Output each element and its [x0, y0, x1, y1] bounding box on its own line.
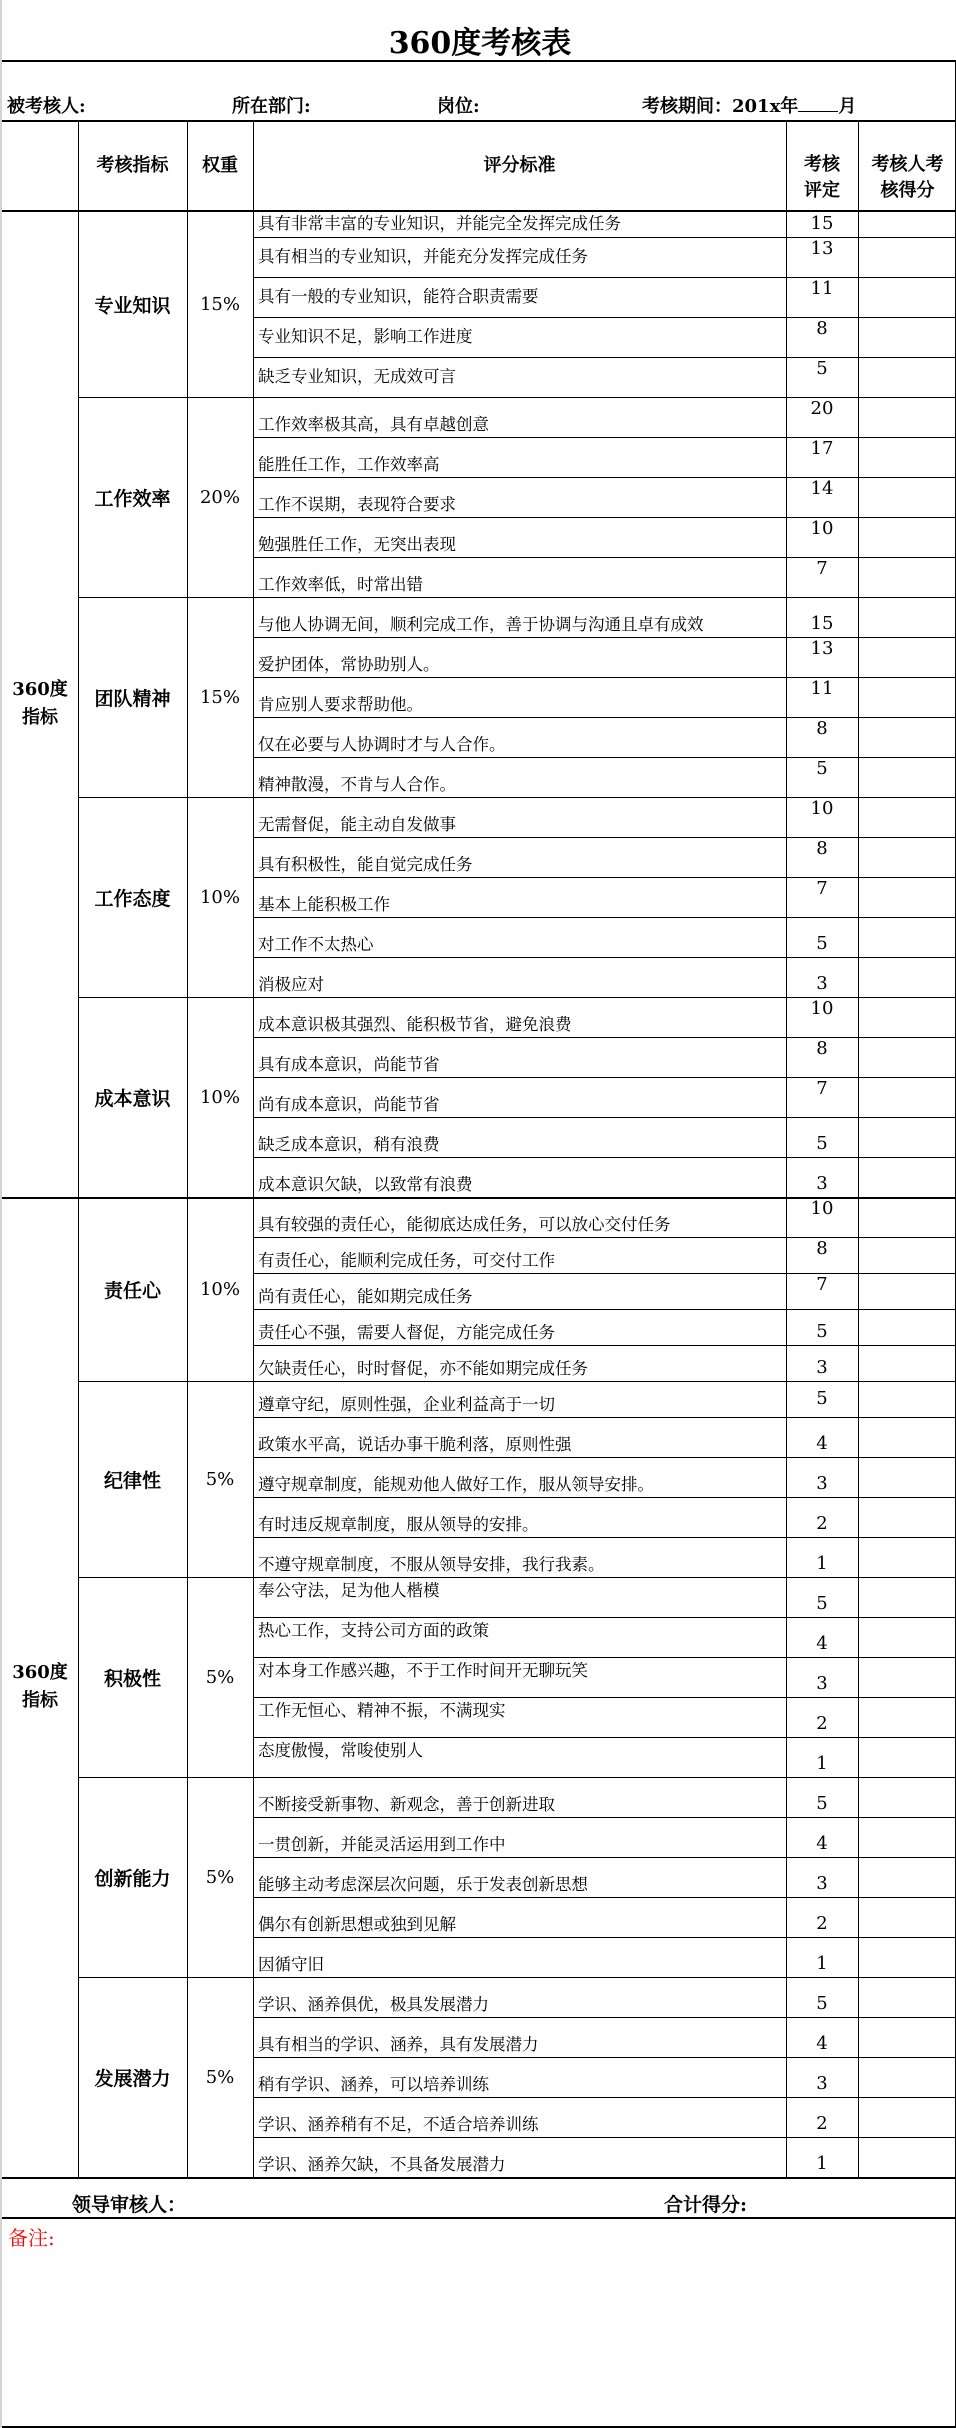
rating-value: 5	[816, 1133, 828, 1154]
rating-value: 1	[816, 2153, 828, 2174]
category-name: 工作效率	[94, 487, 171, 510]
evaluator-score-input[interactable]	[859, 718, 956, 756]
group-label-line1: 360度	[12, 1662, 68, 1683]
rating-value: 5	[816, 1993, 828, 2014]
evaluator-score-input[interactable]	[859, 638, 956, 676]
category-weight: 15%	[199, 293, 240, 315]
criteria-text: 基本上能积极工作	[258, 895, 390, 914]
evaluator-score-input[interactable]	[859, 1346, 956, 1380]
evaluator-score-input[interactable]	[859, 958, 956, 996]
evaluator-score-input[interactable]	[859, 358, 956, 396]
rating-value: 5	[816, 1321, 828, 1342]
rating-value: 2	[816, 1913, 828, 1934]
rating-value: 4	[816, 2033, 828, 2054]
rating-value: 10	[810, 518, 834, 539]
category-name: 创新能力	[94, 1867, 171, 1890]
header-indicator: 考核指标	[96, 154, 169, 176]
evaluator-score-input[interactable]	[859, 238, 956, 276]
criteria-text: 稍有学识、涵养，可以培养训练	[258, 2075, 489, 2094]
criteria-text: 偶尔有创新思想或独到见解	[258, 1915, 456, 1934]
rating-value: 8	[816, 1238, 828, 1259]
evaluator-score-input[interactable]	[859, 558, 956, 596]
evaluatee-label: 被考核人:	[7, 96, 86, 117]
criteria-text: 具有较强的责任心，能彻底达成任务，可以放心交付任务	[258, 1215, 671, 1234]
evaluator-score-input[interactable]	[859, 1578, 956, 1616]
evaluator-score-input[interactable]	[859, 1618, 956, 1656]
form-title: 360度考核表	[388, 26, 572, 61]
rating-value: 2	[816, 1713, 828, 1734]
category-name: 纪律性	[103, 1469, 161, 1492]
evaluator-score-input[interactable]	[859, 1698, 956, 1736]
total-score-label: 合计得分:	[664, 2194, 748, 2216]
evaluator-score-input[interactable]	[859, 1978, 956, 2016]
rating-value: 5	[816, 933, 828, 954]
position-label: 岗位:	[437, 96, 480, 117]
evaluator-score-input[interactable]	[859, 1658, 956, 1696]
evaluator-score-input[interactable]	[859, 1898, 956, 1936]
criteria-text: 一贯创新，并能灵活运用到工作中	[258, 1835, 506, 1854]
header-rating	[786, 145, 858, 211]
rating-value: 5	[816, 358, 828, 379]
rating-value: 3	[816, 1357, 828, 1378]
rating-value: 10	[810, 998, 834, 1019]
evaluator-score-input[interactable]	[859, 1778, 956, 1816]
category-weight: 10%	[199, 1278, 240, 1300]
criteria-text: 爱护团体，常协助别人。	[258, 655, 440, 674]
criteria-text: 态度傲慢，常唆使别人	[258, 1741, 423, 1760]
criteria-text: 有责任心，能顺利完成任务，可交付工作	[258, 1251, 555, 1270]
evaluator-score-input[interactable]	[859, 838, 956, 876]
evaluator-score-input[interactable]	[859, 1858, 956, 1896]
criteria-text: 与他人协调无间，顺利完成工作，善于协调与沟通且卓有成效	[258, 615, 704, 634]
evaluator-score-input[interactable]	[859, 758, 956, 796]
rating-value: 13	[810, 638, 834, 659]
criteria-text: 能够主动考虑深层次问题，乐于发表创新思想	[258, 1875, 588, 1894]
rating-value: 7	[816, 878, 828, 899]
rating-value: 2	[816, 1513, 828, 1534]
evaluator-score-input[interactable]	[859, 1078, 956, 1116]
group-label-line2: 指标	[22, 1690, 58, 1711]
rating-value: 5	[816, 1388, 828, 1409]
rating-value: 8	[816, 1038, 828, 1059]
criteria-text: 肯应别人要求帮助他。	[258, 695, 423, 714]
evaluator-score-input[interactable]	[859, 1310, 956, 1344]
evaluator-score-input[interactable]	[859, 1818, 956, 1856]
criteria-text: 成本意识欠缺，以致常有浪费	[258, 1175, 473, 1194]
rating-value: 1	[816, 1953, 828, 1974]
category-weight: 5%	[205, 1666, 235, 1688]
table-bottom-border	[2, 2177, 956, 2179]
evaluator-score-input[interactable]	[859, 1118, 956, 1156]
criteria-text: 有时违反规章制度，服从领导的安排。	[258, 1515, 539, 1534]
criteria-text: 勉强胜任工作，无突出表现	[258, 535, 456, 554]
criteria-text: 具有相当的专业知识，并能充分发挥完成任务	[258, 247, 588, 266]
rating-value: 10	[810, 798, 834, 819]
evaluator-score-input[interactable]	[859, 1238, 956, 1272]
criteria-text: 缺乏成本意识，稍有浪费	[258, 1135, 440, 1154]
department-label: 所在部门:	[232, 96, 311, 117]
rating-value: 3	[816, 1173, 828, 1194]
rating-value: 3	[816, 2073, 828, 2094]
evaluator-score-input[interactable]	[859, 438, 956, 476]
header-evaluator-score	[858, 145, 956, 211]
criteria-text: 学识、涵养欠缺，不具备发展潜力	[258, 2155, 506, 2174]
criteria-text: 尚有成本意识，尚能节省	[258, 1095, 440, 1114]
category-name: 发展潜力	[94, 2067, 171, 2090]
rating-value: 5	[816, 1793, 828, 1814]
criteria-text: 具有非常丰富的专业知识，并能完全发挥完成任务	[258, 214, 621, 233]
rating-value: 2	[816, 2113, 828, 2134]
evaluator-score-input[interactable]	[859, 1458, 956, 1496]
evaluator-score-input[interactable]	[859, 1498, 956, 1536]
rating-value: 7	[816, 1078, 828, 1099]
criteria-text: 具有一般的专业知识，能符合职责需要	[258, 287, 539, 306]
criteria-text: 欠缺责任心，时时督促，亦不能如期完成任务	[258, 1359, 588, 1378]
header-weight: 权重	[202, 154, 238, 176]
criteria-text: 对工作不太热心	[258, 935, 374, 954]
criteria-text: 能胜任工作，工作效率高	[258, 455, 440, 474]
criteria-text: 缺乏专业知识，无成效可言	[258, 367, 456, 386]
evaluator-score-input[interactable]	[859, 1038, 956, 1076]
group-label-line1: 360度	[12, 679, 68, 700]
evaluator-score-input[interactable]	[859, 318, 956, 356]
header-rating-line1: 考核	[804, 154, 840, 175]
rating-value: 14	[810, 478, 834, 499]
rating-value: 3	[816, 973, 828, 994]
criteria-text: 热心工作，支持公司方面的政策	[258, 1621, 489, 1640]
criteria-text: 不断接受新事物、新观念，善于创新进取	[258, 1795, 555, 1814]
evaluator-score-input[interactable]	[859, 1538, 956, 1576]
criteria-text: 责任心不强，需要人督促，方能完成任务	[258, 1323, 555, 1342]
evaluator-score-input[interactable]	[859, 2058, 956, 2096]
criteria-text: 工作不误期，表现符合要求	[258, 495, 456, 514]
leader-reviewer-label: 领导审核人：	[72, 2194, 187, 2216]
rating-value: 3	[816, 1673, 828, 1694]
category-name: 积极性	[103, 1667, 161, 1690]
rating-value: 11	[810, 678, 834, 699]
category-weight: 10%	[199, 1086, 240, 1108]
rating-value: 4	[816, 1433, 828, 1454]
criteria-text: 具有成本意识，尚能节省	[258, 1055, 440, 1074]
criteria-text: 政策水平高，说话办事干脆利落，原则性强	[258, 1435, 572, 1454]
evaluator-score-input[interactable]	[859, 212, 956, 236]
evaluator-score-input[interactable]	[859, 598, 956, 636]
rating-value: 1	[816, 1753, 828, 1774]
category-name: 工作态度	[94, 887, 171, 910]
rating-value: 8	[816, 718, 828, 739]
criteria-text: 不遵守规章制度，不服从领导安排，我行我素。	[258, 1555, 605, 1574]
group-label-360	[2, 1197, 78, 2177]
evaluator-score-input[interactable]	[859, 1738, 956, 1776]
evaluator-score-input[interactable]	[859, 2138, 956, 2176]
criteria-text: 学识、涵养俱优，极具发展潜力	[258, 1995, 489, 2014]
criteria-text: 专业知识不足，影响工作进度	[258, 327, 473, 346]
criteria-text: 消极应对	[258, 975, 324, 994]
rating-value: 3	[816, 1873, 828, 1894]
criteria-text: 因循守旧	[258, 1955, 324, 1974]
evaluator-score-input[interactable]	[859, 1158, 956, 1196]
criteria-text: 无需督促，能主动自发做事	[258, 815, 456, 834]
evaluator-score-input[interactable]	[859, 1198, 956, 1236]
evaluator-score-input[interactable]	[859, 1274, 956, 1308]
rating-value: 15	[810, 613, 834, 634]
evaluator-score-input[interactable]	[859, 1938, 956, 1976]
rating-value: 10	[810, 1198, 834, 1219]
period-month: 月	[838, 96, 857, 117]
evaluator-score-input[interactable]	[859, 998, 956, 1036]
rating-value: 8	[816, 318, 828, 339]
assessment-period	[642, 92, 856, 118]
rating-value: 5	[816, 1593, 828, 1614]
criteria-text: 遵守规章制度，能规劝他人做好工作，服从领导安排。	[258, 1475, 654, 1494]
evaluator-score-input[interactable]	[859, 518, 956, 556]
rating-value: 7	[816, 1274, 828, 1295]
criteria-text: 遵章守纪，原则性强，企业利益高于一切	[258, 1395, 555, 1414]
criteria-text: 工作效率低，时常出错	[258, 575, 423, 594]
rating-value: 4	[816, 1833, 828, 1854]
header-criteria: 评分标准	[483, 154, 556, 176]
remarks-area[interactable]	[2, 2219, 955, 2426]
category-weight: 10%	[199, 886, 240, 908]
evaluator-score-input[interactable]	[859, 478, 956, 516]
rating-value: 3	[816, 1473, 828, 1494]
rating-value: 20	[810, 398, 834, 419]
criteria-text: 学识、涵养稍有不足，不适合培养训练	[258, 2115, 539, 2134]
criteria-text: 精神散漫，不肯与人合作。	[258, 775, 456, 794]
criteria-text: 具有相当的学识、涵养，具有发展潜力	[258, 2035, 539, 2054]
rating-value: 1	[816, 1553, 828, 1574]
criteria-text: 工作无恒心、精神不振，不满现实	[258, 1701, 506, 1720]
category-weight: 5%	[205, 1468, 235, 1490]
remarks-label: 备注:	[8, 2226, 55, 2250]
category-weight: 20%	[199, 486, 240, 508]
evaluator-score-input[interactable]	[859, 2098, 956, 2136]
rating-value: 17	[810, 438, 834, 459]
evaluator-score-input[interactable]	[859, 678, 956, 716]
criteria-text: 仅在必要与人协调时才与人合作。	[258, 735, 506, 754]
category-weight: 5%	[205, 1866, 235, 1888]
category-name: 专业知识	[94, 294, 171, 317]
criteria-text: 工作效率极其高，具有卓越创意	[258, 415, 489, 434]
rating-value: 5	[816, 758, 828, 779]
rating-value: 8	[816, 838, 828, 859]
evaluator-score-input[interactable]	[859, 2018, 956, 2056]
evaluator-score-input[interactable]	[859, 1418, 956, 1456]
category-name: 团队精神	[94, 687, 171, 710]
evaluator-score-input[interactable]	[859, 918, 956, 956]
group-label-line2: 指标	[22, 707, 58, 728]
evaluator-score-input[interactable]	[859, 398, 956, 436]
evaluator-score-input[interactable]	[859, 878, 956, 916]
criteria-text: 成本意识极其强烈、能积极节省，避免浪费	[258, 1015, 572, 1034]
evaluator-score-input[interactable]	[859, 798, 956, 836]
category-name: 责任心	[103, 1279, 161, 1302]
header-score-line1: 考核人考	[871, 154, 944, 175]
evaluator-score-input[interactable]	[859, 278, 956, 316]
period-label: 考核期间：201x年	[642, 96, 799, 117]
rating-value: 7	[816, 558, 828, 579]
criteria-text: 具有积极性，能自觉完成任务	[258, 855, 473, 874]
criteria-text: 尚有责任心，能如期完成任务	[258, 1287, 473, 1306]
rating-value: 11	[810, 278, 834, 299]
category-weight: 15%	[199, 686, 240, 708]
evaluator-score-input[interactable]	[859, 1382, 956, 1416]
category-weight: 5%	[205, 2066, 235, 2088]
rating-value: 13	[810, 238, 834, 259]
header-score-line2: 核得分	[880, 180, 935, 201]
month-blank-field[interactable]	[798, 96, 838, 112]
group-label-360	[2, 211, 78, 1197]
criteria-text: 奉公守法，足为他人楷模	[258, 1581, 440, 1600]
header-rating-line2: 评定	[804, 180, 840, 201]
criteria-text: 对本身工作感兴趣，不于工作时间开无聊玩笑	[258, 1661, 588, 1680]
category-name: 成本意识	[94, 1087, 171, 1110]
rating-value: 15	[810, 213, 834, 234]
rating-value: 4	[816, 1633, 828, 1654]
